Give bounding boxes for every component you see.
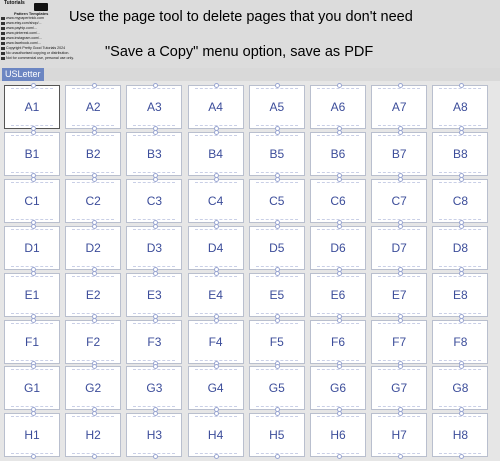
page-cell-label: A8: [453, 100, 468, 114]
logo-text-line: www.instagram.com/...: [6, 36, 43, 40]
page-cell-label: A7: [391, 100, 407, 114]
cut-guide-line: [133, 276, 175, 277]
page-cell-f7[interactable]: [371, 320, 427, 364]
registration-mark-icon: [153, 224, 158, 229]
page-cell-label: E3: [147, 287, 162, 302]
cut-guide-line: [195, 416, 237, 417]
instructions-header: [0, 0, 500, 68]
page-cell-label: D2: [85, 240, 101, 255]
page-cell-label: B1: [24, 146, 40, 161]
cut-guide-line: [256, 369, 298, 370]
instruction-delete-pages: Use the page tool to delete pages that you don't need: [69, 9, 413, 25]
cut-guide-line: [11, 229, 53, 230]
registration-mark-icon: [31, 318, 36, 323]
page-cell-label: G4: [207, 381, 224, 396]
cut-guide-line: [256, 229, 298, 230]
page-cell-f6[interactable]: [310, 320, 366, 364]
registration-mark-icon: [31, 454, 36, 459]
cut-guide-line: [378, 88, 420, 89]
cut-guide-line: [133, 88, 175, 89]
cut-guide-line: [195, 182, 237, 183]
registration-mark-icon: [337, 271, 342, 276]
registration-mark-icon: [31, 364, 36, 369]
logo-bullet-icon: [1, 37, 5, 40]
registration-mark-icon: [31, 130, 36, 135]
page-cell-b1[interactable]: [4, 132, 60, 176]
cut-guide-line: [439, 88, 481, 89]
registration-mark-icon: [398, 454, 403, 459]
registration-mark-icon: [459, 177, 464, 182]
cut-guide-line: [72, 323, 114, 324]
cut-guide-line: [195, 135, 237, 136]
page-cell-g7[interactable]: [371, 366, 427, 410]
cut-guide-line: [439, 323, 481, 324]
page-cell-label: E8: [453, 287, 468, 302]
page-cell-h5[interactable]: [249, 413, 305, 457]
registration-mark-icon: [275, 454, 280, 459]
page-cell-g6[interactable]: [310, 366, 366, 410]
registration-mark-icon: [214, 177, 219, 182]
cut-guide-line: [195, 323, 237, 324]
page-cell-e5[interactable]: [249, 273, 305, 317]
registration-mark-icon: [337, 454, 342, 459]
page-cell-label: H3: [146, 428, 163, 443]
page-cell-b6[interactable]: [310, 132, 366, 176]
registration-mark-icon: [398, 271, 403, 276]
page-cell-label: D8: [452, 240, 469, 255]
logo-text-line: Copyright Pretty Good Tutorials 2024: [6, 46, 66, 50]
registration-mark-icon: [92, 130, 97, 135]
page-cell-label: C8: [452, 193, 469, 208]
page-cell-label: A5: [269, 100, 285, 114]
page-cell-label: G7: [391, 381, 408, 396]
logo-bullet-icon: [1, 57, 5, 60]
registration-mark-icon: [31, 177, 36, 182]
registration-mark-icon: [214, 271, 219, 276]
page-cell-h4[interactable]: [188, 413, 244, 457]
cut-guide-line: [133, 369, 175, 370]
registration-mark-icon: [31, 271, 36, 276]
page-cell-label: C3: [146, 193, 163, 208]
page-cell-label: H7: [391, 428, 407, 443]
logo-brand-line1: Tutorials: [4, 0, 25, 6]
cut-guide-line: [133, 416, 175, 417]
page-cell-e1[interactable]: [4, 273, 60, 317]
page-cell-f1[interactable]: [4, 320, 60, 364]
registration-mark-icon: [92, 454, 97, 459]
registration-mark-icon: [214, 454, 219, 459]
registration-mark-icon: [31, 224, 36, 229]
page-cell-label: F1: [24, 334, 39, 349]
page-cell-c2[interactable]: [65, 179, 121, 223]
paper-size-label: USLetter: [2, 68, 44, 81]
page-cell-label: G1: [23, 381, 40, 396]
page-cell-h6[interactable]: [310, 413, 366, 457]
page-cell-label: B2: [85, 146, 101, 161]
page-cell-label: B3: [147, 146, 162, 161]
cut-guide-line: [133, 229, 175, 230]
registration-mark-icon: [337, 318, 342, 323]
registration-mark-icon: [31, 83, 36, 88]
cut-guide-line: [317, 135, 359, 136]
page-cell-h8[interactable]: [432, 413, 488, 457]
registration-mark-icon: [459, 318, 464, 323]
page-cell-h2[interactable]: [65, 413, 121, 457]
page-cell-label: D7: [391, 240, 407, 255]
cut-guide-line: [439, 276, 481, 277]
page-cell-c7[interactable]: [371, 179, 427, 223]
logo-text-line: www.pinterest.com/...: [6, 31, 41, 35]
registration-mark-icon: [214, 130, 219, 135]
logo-bullet-icon: [1, 32, 5, 35]
page-cell-d2[interactable]: [65, 226, 121, 270]
logo-bullet-icon: [1, 47, 5, 50]
page-cell-h7[interactable]: [371, 413, 427, 457]
page-cell-g4[interactable]: [188, 366, 244, 410]
page-grid: [0, 81, 500, 461]
cut-guide-line: [11, 88, 53, 89]
page-cell-label: F5: [269, 334, 284, 349]
page-cell-g3[interactable]: [126, 366, 182, 410]
page-cell-b2[interactable]: [65, 132, 121, 176]
page-cell-label: A4: [208, 100, 223, 114]
cut-guide-line: [439, 135, 481, 136]
cut-guide-line: [378, 276, 420, 277]
page-cell-f5[interactable]: [249, 320, 305, 364]
page-cell-label: G2: [85, 381, 102, 396]
page-cell-label: C5: [269, 193, 285, 208]
page-cell-label: B8: [453, 146, 468, 161]
page-cell-d1[interactable]: [4, 226, 60, 270]
page-cell-label: B7: [391, 146, 407, 161]
page-cell-g8[interactable]: [432, 366, 488, 410]
page-cell-label: E7: [391, 287, 407, 302]
logo-text-line: www.etsy.com/shop/...: [6, 21, 42, 25]
page-cell-c3[interactable]: [126, 179, 182, 223]
cut-guide-line: [256, 88, 298, 89]
cut-guide-line: [317, 182, 359, 183]
page-cell-b7[interactable]: [371, 132, 427, 176]
page-cell-label: D5: [269, 240, 285, 255]
cut-guide-line: [256, 416, 298, 417]
cut-guide-line: [133, 182, 175, 183]
registration-mark-icon: [459, 271, 464, 276]
page-cell-f3[interactable]: [126, 320, 182, 364]
brand-logo: [0, 0, 74, 66]
cut-guide-line: [72, 416, 114, 417]
logo-text-line: No unauthorised copying or distribution.: [6, 51, 70, 55]
registration-mark-icon: [398, 224, 403, 229]
cut-guide-line: [72, 88, 114, 89]
registration-mark-icon: [398, 318, 403, 323]
registration-mark-icon: [92, 318, 97, 323]
cut-guide-line: [133, 323, 175, 324]
page-cell-label: H8: [452, 428, 469, 443]
logo-text-line: www.mypaperbrick.com: [6, 16, 44, 20]
cut-guide-line: [439, 182, 481, 183]
page-cell-label: C4: [207, 193, 224, 208]
page-cell-d8[interactable]: [432, 226, 488, 270]
registration-mark-icon: [153, 318, 158, 323]
page-cell-f8[interactable]: [432, 320, 488, 364]
cut-guide-line: [11, 416, 53, 417]
cut-guide-line: [72, 135, 114, 136]
cut-guide-line: [195, 369, 237, 370]
cut-guide-line: [133, 135, 175, 136]
page-cell-label: F2: [86, 334, 101, 349]
page-cell-label: E1: [24, 287, 40, 302]
page-cell-label: F4: [208, 334, 223, 349]
registration-mark-icon: [459, 454, 464, 459]
page-cell-label: A1: [24, 100, 40, 114]
page-cell-e2[interactable]: [65, 273, 121, 317]
page-cell-a6[interactable]: [310, 85, 366, 129]
page-cell-a4[interactable]: [188, 85, 244, 129]
page-cell-label: H2: [85, 428, 101, 443]
cut-guide-line: [195, 88, 237, 89]
cut-guide-line: [378, 369, 420, 370]
registration-mark-icon: [337, 83, 342, 88]
page-cell-e7[interactable]: [371, 273, 427, 317]
page-cell-label: D3: [146, 240, 163, 255]
registration-mark-icon: [337, 177, 342, 182]
logo-bullet-icon: [1, 42, 5, 45]
registration-mark-icon: [92, 83, 97, 88]
page-cell-f2[interactable]: [65, 320, 121, 364]
page-cell-b4[interactable]: [188, 132, 244, 176]
page-cell-a7[interactable]: [371, 85, 427, 129]
registration-mark-icon: [398, 177, 403, 182]
registration-mark-icon: [214, 224, 219, 229]
registration-mark-icon: [459, 83, 464, 88]
registration-mark-icon: [92, 177, 97, 182]
registration-mark-icon: [153, 177, 158, 182]
page-cell-label: G5: [268, 381, 285, 396]
page-cell-label: C6: [330, 193, 346, 208]
registration-mark-icon: [153, 271, 158, 276]
page-cell-a8[interactable]: [432, 85, 488, 129]
page-cell-g5[interactable]: [249, 366, 305, 410]
page-cell-label: C2: [85, 193, 101, 208]
page-cell-c5[interactable]: [249, 179, 305, 223]
cut-guide-line: [11, 135, 53, 136]
registration-mark-icon: [153, 454, 158, 459]
registration-mark-icon: [459, 130, 464, 135]
page-cell-e3[interactable]: [126, 273, 182, 317]
cut-guide-line: [378, 323, 420, 324]
page-cell-g2[interactable]: [65, 366, 121, 410]
logo-bullet-icon: [1, 22, 5, 25]
registration-mark-icon: [31, 411, 36, 416]
cut-guide-line: [72, 182, 114, 183]
page-cell-label: D1: [24, 240, 40, 255]
cut-guide-line: [195, 276, 237, 277]
registration-mark-icon: [398, 83, 403, 88]
cut-guide-line: [439, 369, 481, 370]
page-cell-e6[interactable]: [310, 273, 366, 317]
page-cell-label: F8: [453, 334, 468, 349]
page-cell-c4[interactable]: [188, 179, 244, 223]
page-cell-label: D6: [330, 240, 346, 255]
cut-guide-line: [256, 276, 298, 277]
page-cell-label: B6: [330, 146, 346, 161]
logo-text-line: www.facebook.com/...: [6, 41, 41, 45]
page-cell-label: G3: [146, 381, 163, 396]
cut-guide-line: [72, 276, 114, 277]
registration-mark-icon: [337, 130, 342, 135]
page-cell-label: B5: [269, 146, 285, 161]
cut-guide-line: [317, 276, 359, 277]
page-cell-label: B4: [208, 146, 223, 161]
registration-mark-icon: [153, 83, 158, 88]
page-cell-d6[interactable]: [310, 226, 366, 270]
registration-mark-icon: [337, 224, 342, 229]
logo-bullet-icon: [1, 27, 5, 30]
page-cell-b5[interactable]: [249, 132, 305, 176]
cut-guide-line: [378, 229, 420, 230]
page-cell-a2[interactable]: [65, 85, 121, 129]
registration-mark-icon: [92, 224, 97, 229]
page-cell-b8[interactable]: [432, 132, 488, 176]
page-cell-label: C7: [391, 193, 407, 208]
instruction-save-copy: "Save a Copy" menu option, save as PDF: [105, 44, 374, 60]
page-cell-h3[interactable]: [126, 413, 182, 457]
page-cell-label: H1: [24, 428, 40, 443]
cut-guide-line: [439, 229, 481, 230]
cut-guide-line: [439, 416, 481, 417]
page-cell-label: H5: [269, 428, 285, 443]
page-cell-g1[interactable]: [4, 366, 60, 410]
page-cell-c1[interactable]: [4, 179, 60, 223]
page-cell-d4[interactable]: [188, 226, 244, 270]
page-cell-c8[interactable]: [432, 179, 488, 223]
logo-bullet-icon: [1, 17, 5, 20]
cut-guide-line: [378, 135, 420, 136]
registration-mark-icon: [275, 271, 280, 276]
page-cell-label: A6: [330, 100, 346, 114]
cut-guide-line: [256, 135, 298, 136]
logo-bullet-icon: [1, 52, 5, 55]
registration-mark-icon: [275, 318, 280, 323]
cut-guide-line: [72, 229, 114, 230]
page-cell-b3[interactable]: [126, 132, 182, 176]
page-cell-label: F6: [330, 334, 345, 349]
registration-mark-icon: [214, 318, 219, 323]
cut-guide-line: [317, 323, 359, 324]
page-cell-a1[interactable]: [4, 85, 60, 129]
page-cell-c6[interactable]: [310, 179, 366, 223]
cut-guide-line: [317, 229, 359, 230]
page-cell-a5[interactable]: [249, 85, 305, 129]
page-cell-label: C1: [24, 193, 40, 208]
page-cell-f4[interactable]: [188, 320, 244, 364]
page-cell-label: G8: [452, 381, 469, 396]
cut-guide-line: [11, 369, 53, 370]
page-cell-e8[interactable]: [432, 273, 488, 317]
page-cell-label: F7: [392, 334, 407, 349]
cut-guide-line: [317, 416, 359, 417]
logo-text-line: www.payhip.com/...: [6, 26, 37, 30]
page-cell-label: E6: [330, 287, 346, 302]
page-cell-label: E4: [208, 287, 223, 302]
cut-guide-line: [195, 229, 237, 230]
page-cell-label: A2: [85, 100, 101, 114]
cut-guide-line: [256, 323, 298, 324]
page-cell-label: F3: [147, 334, 162, 349]
cut-guide-line: [317, 369, 359, 370]
page-cell-label: D4: [207, 240, 224, 255]
page-cell-label: H6: [330, 428, 346, 443]
cut-guide-line: [317, 88, 359, 89]
page-cell-a3[interactable]: [126, 85, 182, 129]
cut-guide-line: [378, 416, 420, 417]
logo-text-line: Not for commercial use, personal use only.: [6, 56, 74, 60]
cut-guide-line: [256, 182, 298, 183]
registration-mark-icon: [92, 271, 97, 276]
page-cell-e4[interactable]: [188, 273, 244, 317]
registration-mark-icon: [337, 411, 342, 416]
cut-guide-line: [11, 323, 53, 324]
logo-badge-icon: [34, 3, 48, 11]
cut-guide-line: [72, 369, 114, 370]
page-cell-label: A3: [147, 100, 162, 114]
cut-guide-line: [378, 182, 420, 183]
page-cell-label: E5: [269, 287, 285, 302]
page-cell-label: G6: [329, 381, 346, 396]
page-cell-d7[interactable]: [371, 226, 427, 270]
registration-mark-icon: [153, 130, 158, 135]
page-cell-h1[interactable]: [4, 413, 60, 457]
logo-brand-line2: Pattern Templates: [14, 11, 49, 16]
registration-mark-icon: [398, 130, 403, 135]
cut-guide-line: [11, 182, 53, 183]
page-cell-label: H4: [207, 428, 224, 443]
cut-guide-line: [11, 276, 53, 277]
registration-mark-icon: [459, 224, 464, 229]
page-cell-label: E2: [85, 287, 101, 302]
page-cell-d5[interactable]: [249, 226, 305, 270]
registration-mark-icon: [337, 364, 342, 369]
page-cell-d3[interactable]: [126, 226, 182, 270]
